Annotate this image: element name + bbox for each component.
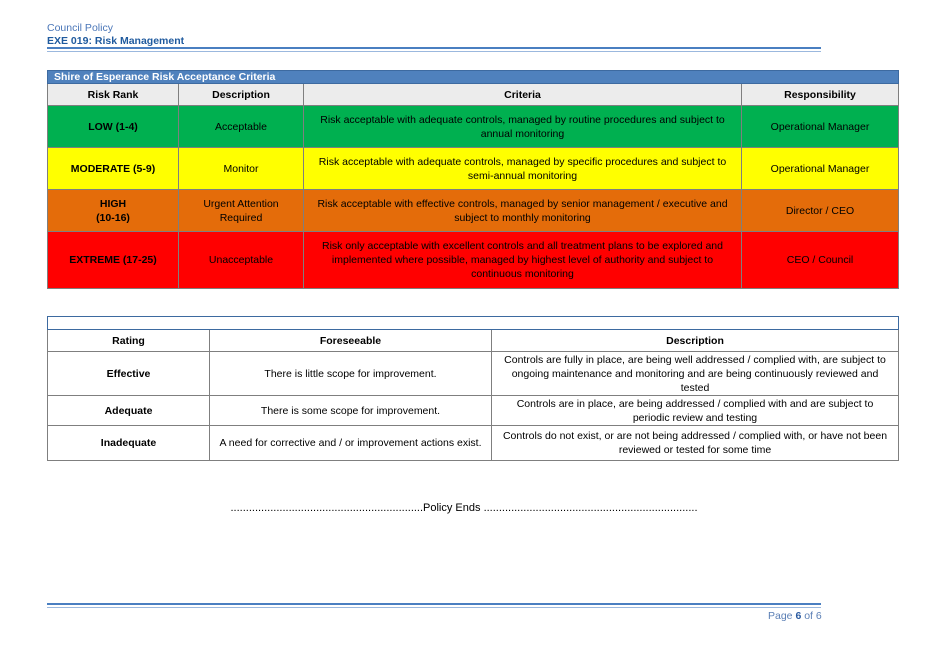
- page-current: 6: [795, 610, 802, 622]
- table-row: [48, 190, 899, 232]
- risk-responsibility: Operational Manager: [742, 148, 899, 190]
- column-header-risk-rank: Risk Rank: [48, 84, 179, 106]
- control-description: Controls are fully in place, are being well addressed / complied with, are subject to ongoing maintenance and monitoring and are being continuously reviewed and tested: [492, 352, 899, 396]
- footer-rule: [47, 603, 821, 605]
- header-policy-title: EXE 019: Risk Management: [47, 35, 185, 47]
- risk-description: Unacceptable: [179, 232, 304, 289]
- risk-rank-line1: HIGH: [99, 197, 127, 210]
- table-row: [48, 148, 899, 190]
- control-description: Controls do not exist, or are not being addressed / complied with, or have not been reviewed or tested for some time: [492, 426, 899, 461]
- table-row: [48, 352, 899, 396]
- control-rating: Inadequate: [48, 426, 210, 461]
- risk-responsibility: CEO / Council: [742, 232, 899, 289]
- risk-description: Urgent Attention Required: [179, 190, 304, 232]
- policy-end-marker: ...............................................................Policy Ends ......................................................................: [230, 502, 698, 514]
- column-header-responsibility: Responsibility: [742, 84, 899, 106]
- column-header-foreseeable: Foreseeable: [210, 330, 492, 352]
- risk-table-caption: Shire of Esperance Risk Acceptance Criteria: [48, 71, 899, 84]
- risk-description: Acceptable: [179, 106, 304, 148]
- header-policy-type: Council Policy: [47, 22, 113, 34]
- table-row: [48, 106, 899, 148]
- risk-responsibility: Operational Manager: [742, 106, 899, 148]
- risk-rank: [48, 190, 179, 232]
- column-header-description: Description: [492, 330, 899, 352]
- table-row: [48, 426, 899, 461]
- risk-criteria: Risk acceptable with adequate controls, managed by routine procedures and subject to annual monitoring: [304, 106, 742, 148]
- risk-criteria: Risk acceptable with effective controls, managed by senior management / executive and subject to monthly monitoring: [304, 190, 742, 232]
- control-foreseeable: A need for corrective and / or improvement actions exist.: [210, 426, 492, 461]
- column-header-criteria: Criteria: [304, 84, 742, 106]
- risk-rank: EXTREME (17-25): [48, 232, 179, 289]
- page-total: of 6: [801, 610, 822, 622]
- risk-criteria: Risk acceptable with adequate controls, managed by specific procedures and subject to semi-annual monitoring: [304, 148, 742, 190]
- risk-rank-line2: (10-16): [96, 211, 130, 224]
- control-description: Controls are in place, are being addressed / complied with and are subject to periodic review and testing: [492, 396, 899, 426]
- risk-criteria: Risk only acceptable with excellent controls and all treatment plans to be explored and implemented where possible, managed by highest level of authority and subject to continuous monitoring: [304, 232, 742, 289]
- header-rule-thin: [47, 51, 821, 52]
- column-header-description: Description: [179, 84, 304, 106]
- control-rating: Adequate: [48, 396, 210, 426]
- column-header-rating: Rating: [48, 330, 210, 352]
- risk-description: Monitor: [179, 148, 304, 190]
- table-row: [48, 232, 899, 289]
- risk-responsibility: Director / CEO: [742, 190, 899, 232]
- risk-rank: LOW (1-4): [48, 106, 179, 148]
- controls-ratings-table: [47, 316, 899, 461]
- risk-rank: MODERATE (5-9): [48, 148, 179, 190]
- table-row: [48, 396, 899, 426]
- header-rule: [47, 47, 821, 49]
- footer-rule-thin: [47, 607, 821, 608]
- control-foreseeable: There is little scope for improvement.: [210, 352, 492, 396]
- control-rating: Effective: [48, 352, 210, 396]
- page-number: [768, 610, 822, 622]
- controls-table-caption: Shire of Esperance Existing Controls Ratings: [48, 317, 899, 330]
- control-foreseeable: There is some scope for improvement.: [210, 396, 492, 426]
- page-prefix: Page: [768, 610, 796, 622]
- document-header: [47, 22, 184, 48]
- risk-acceptance-table: [47, 70, 899, 289]
